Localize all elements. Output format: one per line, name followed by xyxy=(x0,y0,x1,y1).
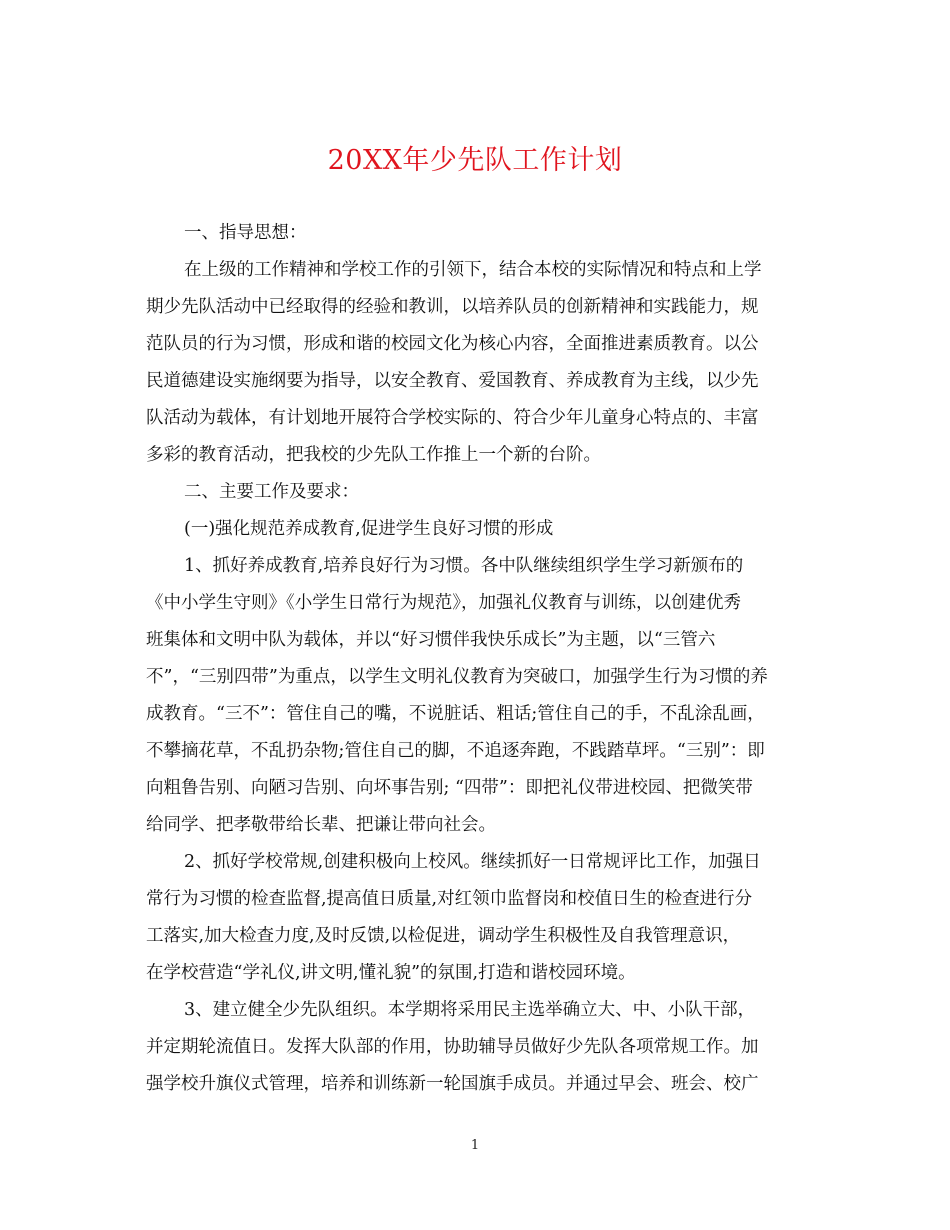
paragraph-line: 多彩的教育活动，把我校的少先队工作推上一个新的台阶。 xyxy=(146,445,601,465)
heading-guiding-ideology: 一、指导思想： xyxy=(184,223,307,243)
paragraph-line: 并定期轮流值日。发挥大队部的作用，协助辅导员做好少先队各项常规工作。加 xyxy=(146,1037,759,1057)
paragraph-line: 成教育。“三不”：管住自己的嘴，不说脏话、粗话;管住自己的手，不乱涂乱画， xyxy=(146,704,765,724)
document-title: 20XX年少先队工作计划 xyxy=(327,145,623,176)
paragraph-line: 常行为习惯的检查监督,提高值日质量,对红领巾监督岗和校值日生的检查进行分 xyxy=(146,889,753,909)
heading-main-work: 二、主要工作及要求： xyxy=(184,482,359,502)
paragraph-line: 不攀摘花草，不乱扔杂物;管住自己的脚，不追逐奔跑，不践踏草坪。“三别”：即 xyxy=(146,741,765,761)
page-number: 1 xyxy=(470,1138,480,1153)
subheading-habit-education: (一)强化规范养成教育,促进学生良好习惯的形成 xyxy=(184,519,554,539)
paragraph-line: 期少先队活动中已经取得的经验和教训，以培养队员的创新精神和实践能力，规 xyxy=(146,297,759,317)
paragraph-line: 在上级的工作精神和学校工作的引领下，结合本校的实际情况和特点和上学 xyxy=(184,260,762,280)
paragraph-line: 给同学、把孝敬带给长辈、把谦让带向社会。 xyxy=(146,815,496,835)
paragraph-line: 范队员的行为习惯，形成和谐的校园文化为核心内容，全面推进素质教育。以公 xyxy=(146,334,759,354)
paragraph-line: 队活动为载体，有计划地开展符合学校实际的、符合少年儿童身心特点的、丰富 xyxy=(146,408,759,428)
paragraph-line: 2、抓好学校常规,创建积极向上校风。继续抓好一日常规评比工作，加强日 xyxy=(184,852,761,872)
paragraph-line: 3、建立健全少先队组织。本学期将采用民主选举确立大、中、小队干部， xyxy=(184,1000,756,1020)
paragraph-line: 在学校营造“学礼仪,讲文明,懂礼貌”的氛围,打造和谐校园环境。 xyxy=(146,963,636,983)
paragraph-line: 1、抓好养成教育,培养良好行为习惯。各中队继续组织学生学习新颁布的 xyxy=(184,556,744,576)
paragraph-line: 强学校升旗仪式管理，培养和训练新一轮国旗手成员。并通过早会、班会、校广 xyxy=(146,1074,759,1094)
paragraph-line: 工落实,加大检查力度,及时反馈,以检促进，调动学生积极性及自我管理意识， xyxy=(146,926,741,946)
paragraph-line: 《中小学生守则》《小学生日常行为规范》，加强礼仪教育与训练，以创建优秀 xyxy=(146,593,741,613)
paragraph-line: 向粗鲁告别、向陋习告别、向坏事告别; “四带”：即把礼仪带进校园、把微笑带 xyxy=(146,778,753,798)
paragraph-line: 班集体和文明中队为载体，并以“好习惯伴我快乐成长”为主题，以“三管六 xyxy=(146,630,716,650)
paragraph-line: 民道德建设实施纲要为指导，以安全教育、爱国教育、养成教育为主线，以少先 xyxy=(146,371,759,391)
paragraph-line: 不”，“三别四带”为重点，以学生文明礼仪教育为突破口，加强学生行为习惯的养 xyxy=(146,667,768,687)
